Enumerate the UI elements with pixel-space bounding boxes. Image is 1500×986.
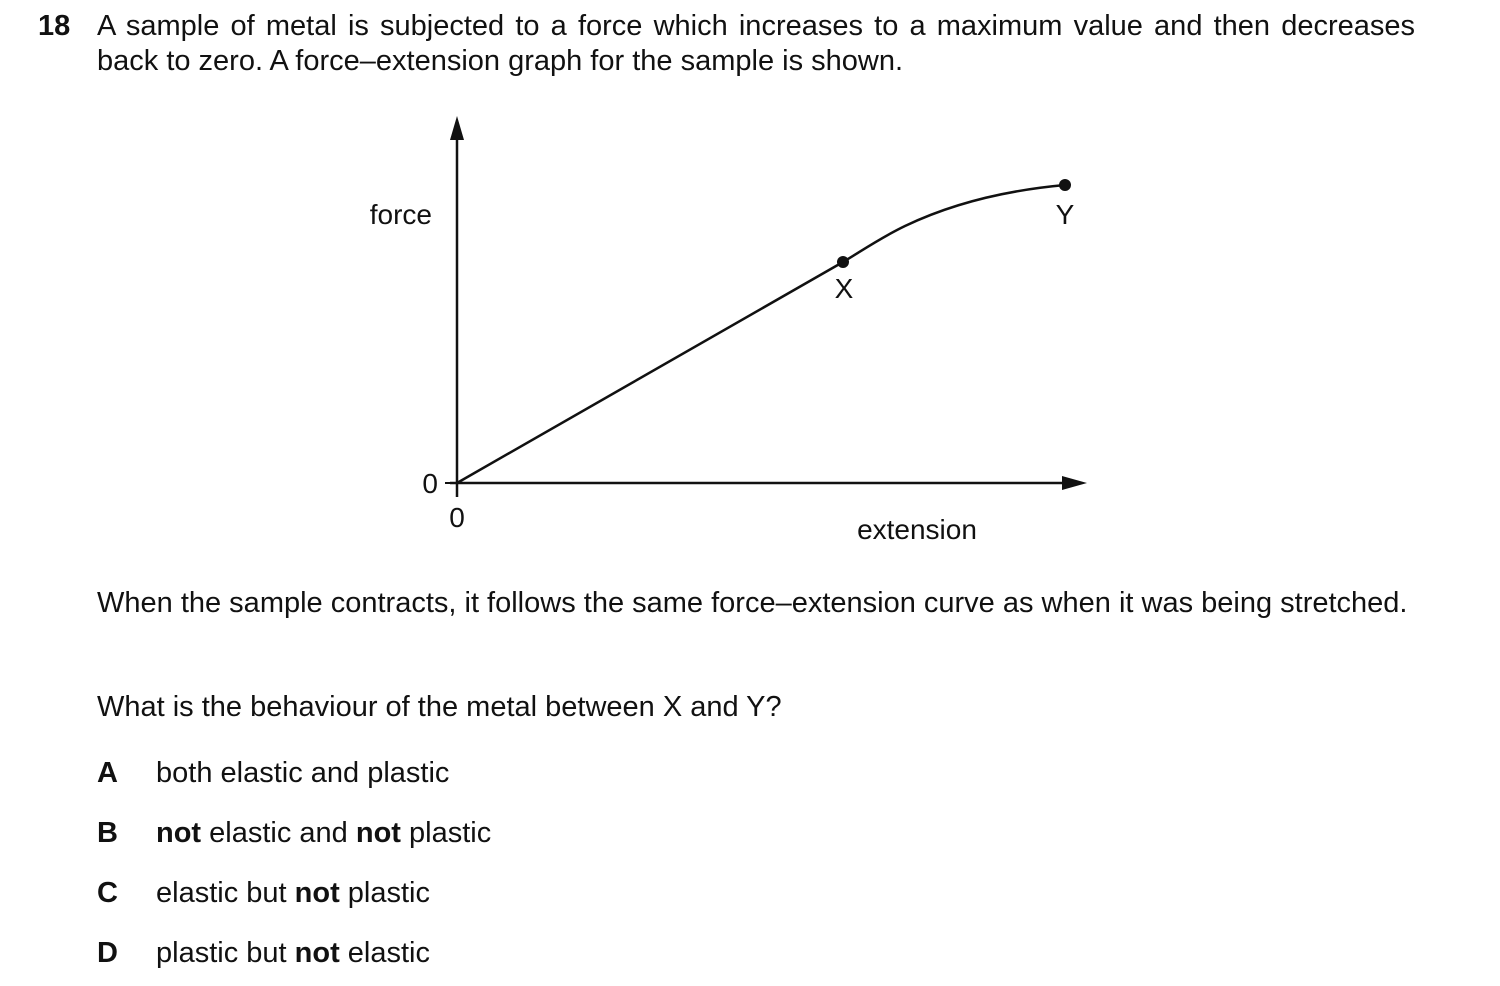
option-text: not elastic and not plastic [156,817,492,849]
point-y-marker [1059,179,1071,191]
y-axis-label: force [369,199,432,230]
option-text: both elastic and plastic [156,757,450,789]
option-text: plastic but not elastic [156,937,430,969]
point-y-label: Y [1055,199,1075,230]
x-axis-arrowhead [1062,476,1087,490]
question-prompt: What is the behaviour of the metal between X and Y? [97,691,782,723]
y-axis-arrowhead [450,116,464,140]
question-number: 18 [38,10,71,42]
option-text: elastic but not plastic [156,877,430,909]
option-letter: A [97,757,118,789]
option-letter: D [97,937,118,969]
option-letter: B [97,817,118,849]
y-zero-tick-label: 0 [422,468,438,499]
x-axis-label: extension [857,514,977,545]
force-extension-curve [457,185,1065,483]
point-x-marker [837,256,849,268]
contraction-statement: When the sample contracts, it follows the same force–extension curve as when it was being stretched. [97,587,1408,619]
point-x-label: X [834,273,854,304]
x-zero-tick-label: 0 [449,502,465,533]
option-letter: C [97,877,118,909]
question-stem: A sample of metal is subjected to a force which increases to a maximum value and then decreases back to zero. A force–extension graph for the sample is shown. [97,10,1415,77]
